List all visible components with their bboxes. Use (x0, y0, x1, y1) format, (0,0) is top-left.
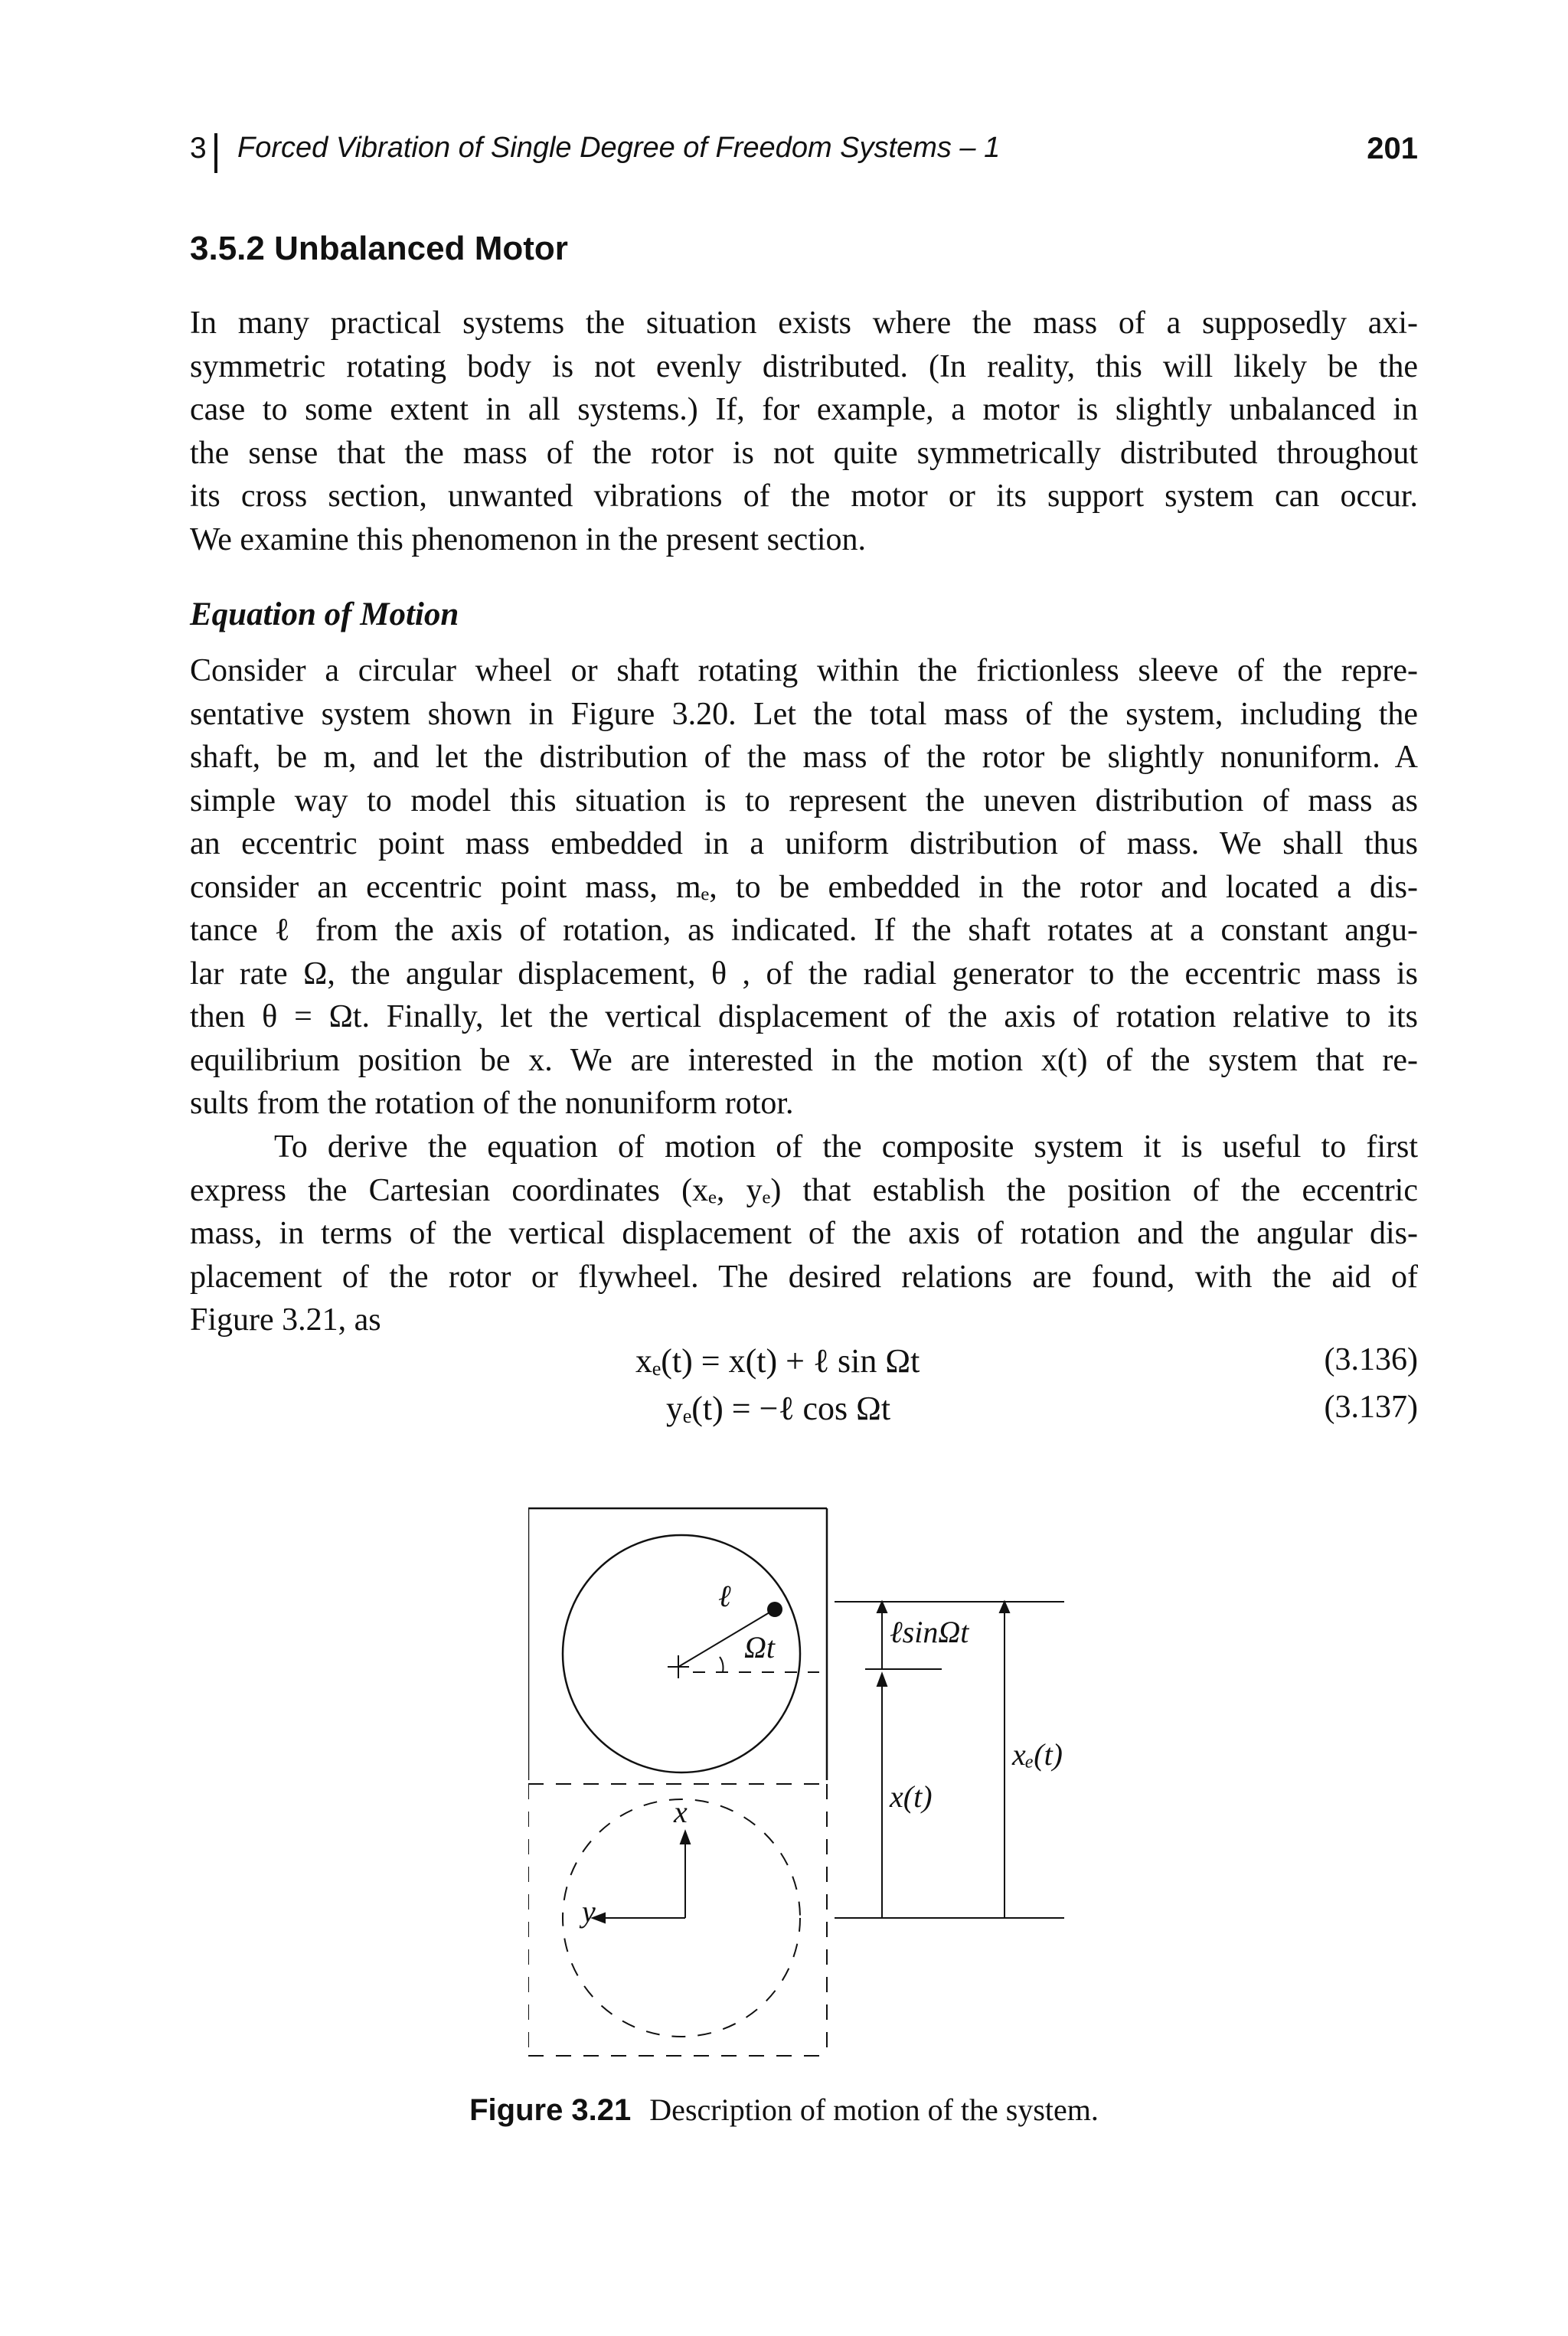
caption-label: Figure 3.21 (469, 2093, 632, 2127)
text-line: symmetric rotating body is not evenly distributed. (In reality, this will likely be the (190, 348, 1418, 384)
derivation-paragraph (190, 1126, 1418, 1342)
text-line: Consider a circular wheel or shaft rotating within the frictionless sleeve of the repre- (190, 653, 1418, 688)
x-t-label: x(t) (890, 1779, 933, 1814)
coordinate-axes (593, 1831, 690, 1923)
intro-paragraph (190, 302, 1418, 561)
text-line: sults from the rotation of the nonuniform rotor. (190, 1086, 794, 1121)
text-line: placement of the rotor or flywheel. The desired relations are found, with the aid of (190, 1259, 1418, 1295)
text-line: equilibrium position be x. We are interested in the motion x(t) of the system that re- (190, 1042, 1418, 1078)
figure-caption (0, 2092, 1568, 2128)
text-line: mass, in terms of the vertical displacement of the axis of rotation and the angular dis- (190, 1216, 1418, 1251)
chapter-title: Forced Vibration of Single Degree of Freedom Systems – 1 (237, 132, 1001, 164)
ell-label: ℓ (718, 1579, 731, 1613)
section-heading: 3.5.2 Unbalanced Motor (190, 230, 568, 267)
text-line: To derive the equation of motion of the composite system it is useful to first (274, 1129, 1418, 1165)
caption-text: Description of motion of the system. (649, 2093, 1099, 2127)
text-line: the sense that the mass of the rotor is not quite symmetrically distributed throughout (190, 435, 1418, 471)
equation-of-motion-paragraph (190, 649, 1418, 1126)
chapter-number: 3 (190, 132, 207, 165)
text-line: then θ = Ωt. Finally, let the vertical displacement of the axis of rotation relative to its (190, 999, 1418, 1034)
text-line: an eccentric point mass embedded in a uniform distribution of mass. We shall thus (190, 826, 1418, 861)
equation-3-137: yₑ(t) = −ℓ cos Ωt (666, 1390, 891, 1427)
angle-arc (720, 1657, 724, 1672)
xe-t-label: xₑ(t) (1012, 1737, 1063, 1772)
text-line: consider an eccentric point mass, mₑ, to be embedded in the rotor and located a dis- (190, 869, 1418, 905)
sleeve-box (528, 1508, 827, 1780)
running-head (190, 132, 1418, 178)
text-line: tance ℓ from the axis of rotation, as indicated. If the shaft rotates at a constant angu- (190, 913, 1418, 948)
omega-t-label: Ωt (744, 1630, 776, 1665)
text-line: case to some extent in all systems.) If, for example, a motor is slightly unbalanced in (190, 392, 1418, 427)
header-divider (214, 133, 217, 173)
text-line: simple way to model this situation is to represent the uneven distribution of mass as (190, 782, 1418, 818)
subsection-heading: Equation of Motion (190, 596, 459, 632)
text-line: sentative system shown in Figure 3.20. Let the total mass of the system, including the (190, 696, 1418, 732)
text-line: In many practical systems the situation exists where the mass of a supposedly axi- (190, 305, 1418, 341)
y-axis-label: y (582, 1894, 596, 1929)
x-axis-label: x (674, 1795, 688, 1829)
text-line: express the Cartesian coordinates (xₑ, yₑ) that establish the position of the eccentric (190, 1172, 1418, 1208)
page-number: 201 (1367, 132, 1418, 165)
text-line: Figure 3.21, as (190, 1302, 381, 1338)
eccentric-mass (767, 1602, 782, 1617)
text-line: lar rate Ω, the angular displacement, θ , of the radial generator to the eccentric mass is (190, 956, 1418, 992)
text-line: its cross section, unwanted vibrations of the motor or its support system can occur. (190, 479, 1418, 514)
text-line: shaft, be m, and let the distribution of the mass of the rotor be slightly nonuniform. A (190, 740, 1418, 775)
text-line: We examine this phenomenon in the present section. (190, 521, 867, 557)
equation-number: (3.137) (1324, 1390, 1418, 1425)
equation-number: (3.136) (1324, 1342, 1418, 1377)
figure-3-21 (528, 1501, 1080, 2067)
equation-3-136: xₑ(t) = x(t) + ℓ sin Ωt (635, 1342, 920, 1380)
ell-sin-omega-t-label: ℓsinΩt (890, 1615, 969, 1649)
